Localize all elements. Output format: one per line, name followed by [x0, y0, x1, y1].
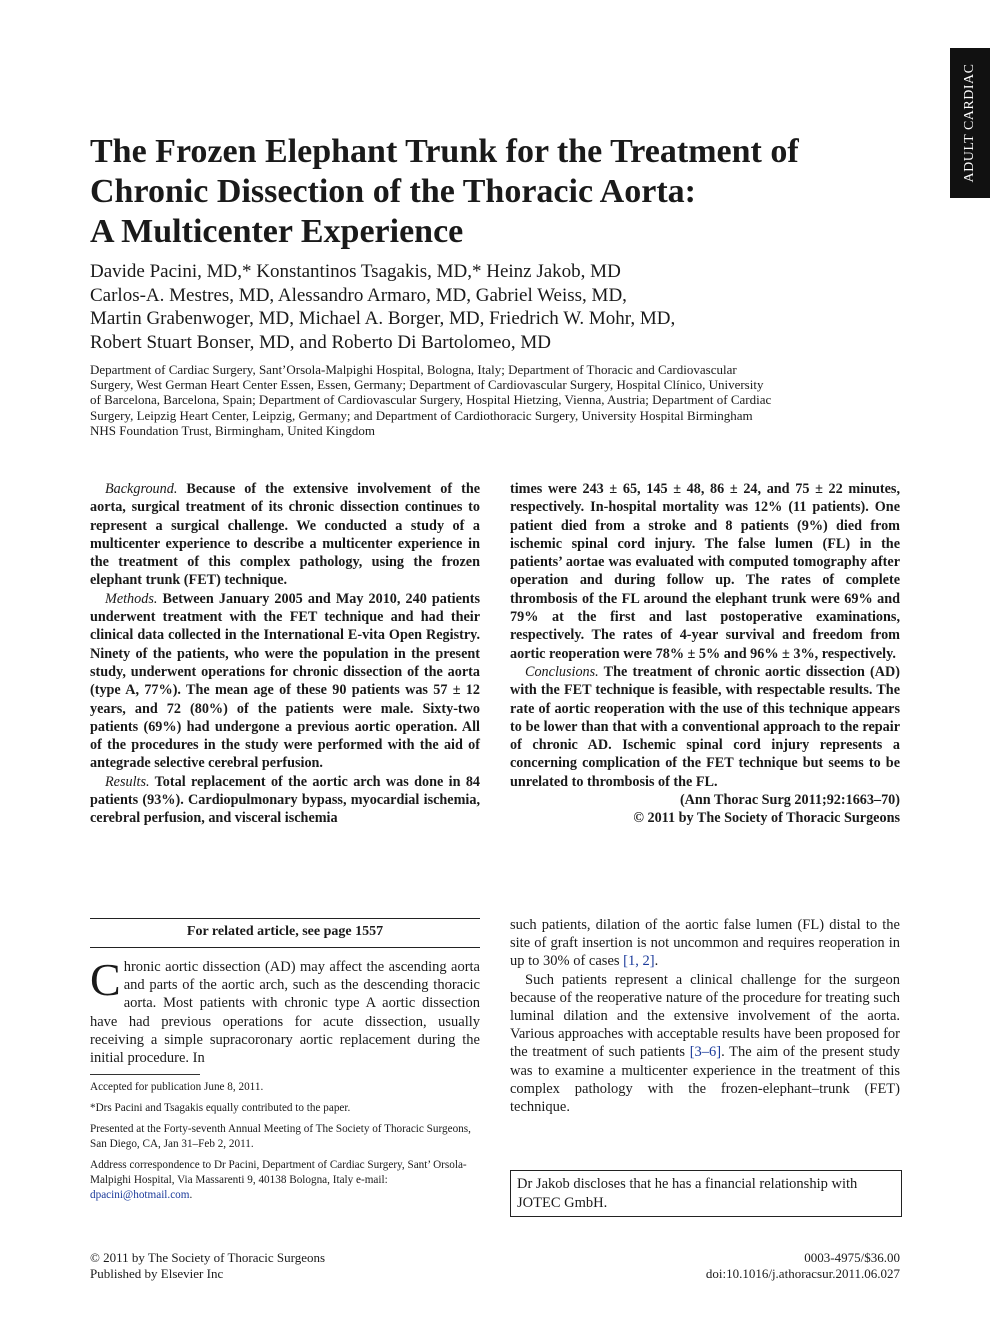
author-list — [90, 260, 890, 354]
related-article-link[interactable]: For related article, see page 1557 — [186, 924, 384, 939]
results-text: Total replacement of the aortic arch was done in 84 patients (93%). Cardiopulmonary bypass, myocardial ischemia, cerebral perfusion, and visceral ischemia — [90, 773, 481, 827]
address-end: . — [189, 1189, 193, 1201]
abstract-conclusions — [510, 663, 900, 791]
intro-left-column — [90, 954, 480, 1067]
conclusions-label: Conclusions. — [525, 663, 599, 680]
body-paragraph — [510, 971, 900, 1117]
affiliation-line: of Barcelona, Barcelona, Spain; Department of Cardiovascular Surgery, Hospital Hietzing, Vienna, Austria; Department of Cardiac — [90, 392, 772, 408]
background-label: Background. — [105, 481, 178, 497]
disclosure-box: Dr Jakob discloses that he has a financial relationship with JOTEC GmbH. — [510, 1170, 902, 1217]
abstract-left-column — [90, 480, 480, 828]
footnote-presented: Presented at the Forty-seventh Annual Meeting of The Society of Thoracic Surgeons, San Diego, CA, Jan 31–Feb 2, 2011. — [90, 1123, 471, 1150]
affiliation-line: NHS Foundation Trust, Birmingham, United Kingdom — [90, 422, 375, 438]
footer-left — [90, 1250, 325, 1282]
footer-doi: doi:10.1016/j.athoracsur.2011.06.027 — [705, 1266, 900, 1281]
abstract-methods — [90, 590, 480, 773]
footnote-divider — [90, 1074, 200, 1075]
background-text: Because of the extensive involvement of the aorta, surgical treatment of its chronic dissection continues to represent a surgical challenge. We conducted a study of a multicenter experience to describe a multicenter experience in the treatment of this complex pathology, using the frozen elephant trunk (FET) technique. — [90, 481, 481, 589]
paragraph-text: Such patients represent a clinical challenge for the surgeon because of the reoperative nature of the procedure for treating such luminal dilation and the extensive involvement of the aorta. Various approaches with acceptable results have been proposed for the treatment of such patients — [510, 971, 900, 1061]
reference-link[interactable]: [3–6] — [689, 1044, 722, 1061]
divider — [90, 918, 480, 919]
journal-citation: (Ann Thorac Surg 2011;92:1663–70) — [679, 792, 900, 809]
footer-issn: 0003-4975/$36.00 — [804, 1250, 900, 1265]
reference-link[interactable]: [1, 2] — [623, 953, 655, 970]
affiliation-line: Department of Cardiac Surgery, Sant’Orsola-Malpighi Hospital, Bologna, Italy; Department of Thoracic and Cardiovascular — [90, 362, 737, 377]
results-label: Results. — [105, 773, 150, 790]
abstract-copyright: © 2011 by The Society of Thoracic Surgeons — [633, 810, 900, 827]
footer-right — [706, 1250, 900, 1282]
abstract-results — [90, 773, 480, 828]
abstract-right-column — [510, 480, 900, 828]
paragraph-end: . The aim of the present study was to examine a multicenter experience in the treatment of this complex pathology with the frozen-elephant–trunk (FET) technique. — [510, 1044, 900, 1116]
author-line: Davide Pacini, MD,* Konstantinos Tsagakis, MD,* Heinz Jakob, MD — [90, 261, 621, 282]
title-line: The Frozen Elephant Trunk for the Treatment of — [90, 133, 799, 170]
section-tab — [950, 48, 990, 198]
affiliations — [90, 362, 900, 438]
methods-label: Methods. — [105, 590, 158, 607]
article-title — [90, 132, 910, 252]
affiliation-line: Surgery, West German Heart Center Essen, Essen, Germany; Department of Cardiovascular Surgery, Hospital Clínico, University — [90, 377, 764, 393]
author-line: Martin Grabenwoger, MD, Michael A. Borger, MD, Friedrich W. Mohr, MD, — [90, 308, 676, 329]
email-link[interactable]: dpacini@hotmail.com — [90, 1189, 190, 1201]
footnote-address — [90, 1158, 480, 1203]
drop-cap: C — [90, 954, 121, 1005]
footnote-accepted: Accepted for publication June 8, 2011. — [90, 1081, 264, 1093]
affiliation-line: Surgery, Leipzig Heart Center, Leipzig, Germany; and Department of Cardiothoracic Surgery, University Hospital Birmingham — [90, 407, 753, 423]
conclusions-text: The treatment of chronic aortic dissection (AD) with the FET technique is feasible, with respectable results. The rate of aortic reoperation with the use of this technique appears to be lower than that with a conventional approach to the repair of chronic AD. Ischemic spinal cord injury represents a concerning complication of the FET technique but seems to be unrelated to thrombosis of the FL. — [510, 663, 900, 790]
divider — [90, 947, 480, 948]
footer-publisher: Published by Elsevier Inc — [90, 1266, 224, 1281]
intro-right-column — [510, 916, 900, 1116]
title-line: A Multicenter Experience — [90, 213, 464, 250]
section-tab-label: ADULT CARDIAC — [962, 63, 977, 183]
methods-text: Between January 2005 and May 2010, 240 patients underwent treatment with the FET technique and had their clinical data collected in the International E-vita Open Registry. Ninety of the patients, who were the population in the present study, underwent operations for chronic dissection of the aorta (type A, 77%). The mean age of these 90 patients was 57 ± 12 years, and 72 (80%) of the patients were male. Sixty-two patients (69%) had undergone a previous aortic operation. All of the procedures in the study were performed with the aid of antegrade selective cerebral perfusion. — [90, 590, 480, 772]
intro-text: hronic aortic dissection (AD) may affect the ascending aorta and parts of the aortic arch, such as the descending thoracic aorta. Most patients with chronic type A aortic dissection have had previous operations for acute dissection, usually receiving a simple supracoronary aortic replacement during the initial procedure. In — [90, 959, 480, 1067]
body-paragraph — [510, 916, 900, 971]
paragraph-end: . — [654, 953, 659, 970]
paragraph-text: such patients, dilation of the aortic false lumen (FL) distal to the site of graft insertion is not uncommon and requires reoperation in up to 30% of cases — [510, 917, 900, 970]
abstract-background — [90, 480, 480, 590]
footer-copyright: © 2011 by The Society of Thoracic Surgeons — [90, 1250, 326, 1265]
footnotes — [90, 1080, 480, 1209]
author-line: Carlos-A. Mestres, MD, Alessandro Armaro, MD, Gabriel Weiss, MD, — [90, 284, 627, 306]
address-text: Address correspondence to Dr Pacini, Department of Cardiac Surgery, Sant’ Orsola-Malpighi Hospital, Via Massarenti 9, 40138 Bologna, Italy e-mail: — [90, 1159, 467, 1186]
intro-paragraph — [90, 954, 480, 1067]
author-line: Robert Stuart Bonser, MD, and Roberto Di Bartolomeo, MD — [90, 331, 551, 353]
footnote-equal-contribution: *Drs Pacini and Tsagakis equally contributed to the paper. — [90, 1102, 351, 1114]
abstract-results-continued: times were 243 ± 65, 145 ± 48, 86 ± 24, and 75 ± 22 minutes, respectively. In-hospital mortality was 12% (11 patients). One patient died from a stroke and 8 patients (9%) died from ischemic spinal cord injury. The false lumen (FL) in the patients’ aortae was evaluated with computed tomography after operation and during follow up. The rates of complete thrombosis of the FL around the elephant trunk were 69% and 79% at the first and last postoperative examinations, respectively. The rates of 4-year survival and freedom from aortic reoperation were 78% ± 5% and 96% ± 3%, respectively. — [510, 481, 900, 662]
title-line: Chronic Dissection of the Thoracic Aorta: — [90, 173, 696, 210]
